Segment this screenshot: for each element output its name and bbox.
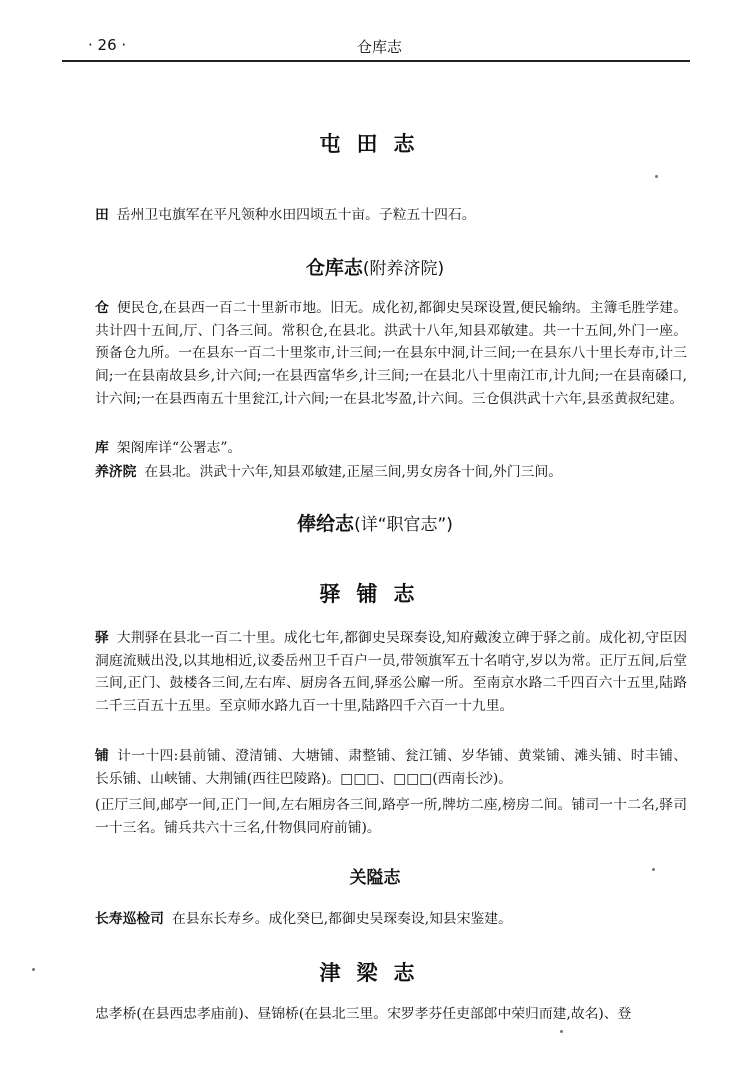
entry-text: 架阁库详“公署志”。 xyxy=(116,440,242,456)
entry-changshou xyxy=(95,908,687,931)
entry-ku xyxy=(95,437,687,460)
entry-label: 库 xyxy=(95,440,109,456)
section-title-text: 仓库志 xyxy=(305,257,363,279)
entry-yangjiyuan xyxy=(95,461,687,484)
entry-label: 养济院 xyxy=(95,464,137,480)
entry-pu xyxy=(95,745,687,790)
section-title-fengji xyxy=(0,509,750,536)
entry-tian xyxy=(95,204,687,227)
scan-speck xyxy=(655,175,658,178)
section-title-guanai: 关隘志 xyxy=(349,868,401,888)
page-header xyxy=(62,32,690,62)
running-title: 仓库志 xyxy=(357,38,403,56)
section-title-yipu: 驿铺志 xyxy=(319,582,431,606)
entry-label: 田 xyxy=(95,207,109,223)
entry-label: 长寿巡检司 xyxy=(95,911,164,927)
entry-text: (正厅三间,邮亭一间,正门一间,左右厢房各三间,路亭一所,牌坊二座,榜房二间。铺司一十二名,驿司一十三名。铺兵共六十三名,什物俱同府前铺)。 xyxy=(95,797,687,836)
scan-speck xyxy=(560,1030,563,1033)
entry-text: 忠孝桥(在县西忠孝庙前)、昼锦桥(在县北三里。宋罗孝芬任吏部郎中荣归而建,故名)、登 xyxy=(95,1006,632,1022)
entry-text: 计一十四:县前铺、澄清铺、大塘铺、肃整铺、瓮江铺、岁华铺、黄棠铺、滩头铺、时丰铺、长乐铺、山峡铺、大荆铺(西往巴陵路)。□□□、□□□(西南长沙)。 xyxy=(95,748,687,787)
entry-label: 仓 xyxy=(95,300,109,316)
section-title-note: (详“职官志”) xyxy=(354,515,453,535)
entry-label: 驿 xyxy=(95,630,109,646)
entry-bridges xyxy=(95,1003,687,1026)
section-title-tuntian: 屯田志 xyxy=(319,132,431,156)
entry-text: 岳州卫屯旗军在平凡领种水田四顷五十亩。子粒五十四石。 xyxy=(116,207,476,223)
entry-text: 大荆驿在县北一百二十里。成化七年,都御史吴琛奏设,知府戴浚立碑于驿之前。成化初,守臣因洞庭流贼出没,以其地相近,议委岳州卫千百户一员,带领旗军五十名哨守,岁以为常。正厅五间,后堂三间,正门、鼓楼各三间,左右库、厨房各五间,驿丞公廨一所。至南京水路二千四百六十五里,陆路二千三百五十五里。至京师水路九百一十里,陆路四千六百一十九里。 xyxy=(95,630,688,715)
section-title-jinliang: 津梁志 xyxy=(319,961,431,985)
entry-text: 便民仓,在县西一百二十里新市地。旧无。成化初,都御史吴琛设置,便民输纳。主簿毛胜学建。共计四十五间,厅、门各三间。常积仓,在县北。洪武十八年,知县邓敏建。共一十五间,外门一座。预备仓九所。一在县东一百二十里浆市,计三间;一在县东中洞,计三间;一在县东八十里长寿市,计三间;一在县南故县乡,计六间;一在县西富华乡,计三间;一在县北八十里南江市,计九间;一在县南磉口,计六间;一在县西南五十里瓮江,计六间;一在县北岑盈,计六间。三仓俱洪武十六年,县丞黄叔纪建。 xyxy=(95,300,688,407)
scan-speck xyxy=(32,968,35,971)
scan-speck xyxy=(652,868,655,871)
entry-text: 在县东长寿乡。成化癸巳,都御史吴琛奏设,知县宋鉴建。 xyxy=(171,911,512,927)
entry-yi xyxy=(95,627,687,718)
section-title-cangku xyxy=(0,253,750,280)
section-title-text: 俸给志 xyxy=(297,513,355,535)
entry-text: 在县北。洪武十六年,知县邓敏建,正屋三间,男女房各十间,外门三间。 xyxy=(144,464,563,480)
entry-label: 铺 xyxy=(95,748,110,764)
entry-cang xyxy=(95,297,687,411)
entry-pu-note xyxy=(95,794,687,839)
page-number: · 26 · xyxy=(88,36,127,54)
section-title-note: (附养济院) xyxy=(362,259,445,279)
